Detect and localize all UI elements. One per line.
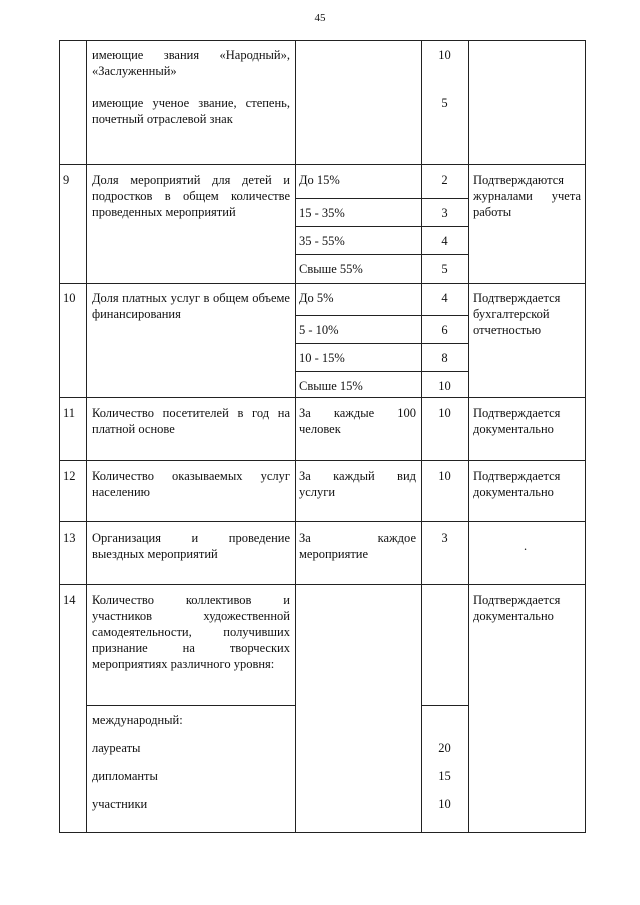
points-cell: 10 [438, 406, 451, 420]
points-cell: 6 [441, 323, 448, 337]
indicator-name: Организация и проведение выездных мероприятий [92, 531, 290, 561]
indicator-name: Количество коллективов и участников художественной самодеятельности, получивших признание на творческих мероприятиях различного уровня: [92, 593, 290, 671]
criterion-range: 5 - 10% [299, 323, 339, 337]
points-cell: 10 [438, 469, 451, 483]
grid-line [59, 40, 586, 41]
grid-line [295, 40, 296, 833]
grid-line [295, 226, 469, 227]
grid-line [59, 397, 586, 398]
grid-line [421, 40, 422, 833]
item-text: имеющие звания «Народный», «Заслуженный» [92, 48, 290, 78]
indicator-name: Количество оказываемых услуг населению [92, 469, 290, 499]
criterion-text: услуги [299, 485, 336, 499]
grid-line [295, 198, 469, 199]
points-cell: 4 [441, 291, 448, 305]
page-number: 45 [314, 12, 326, 24]
grid-line [86, 40, 87, 833]
criterion-range: 10 - 15% [299, 351, 345, 365]
row-number: 13 [63, 531, 76, 545]
grid-line [585, 40, 586, 833]
grid-line [59, 40, 60, 833]
row-number: 10 [63, 291, 76, 305]
item-label: лауреаты [92, 741, 141, 755]
confirmation-note: . [524, 539, 528, 553]
indicator-name: Доля мероприятий для детей и подростков в общем количестве проведенных мероприятий [92, 173, 290, 219]
grid-line [468, 40, 469, 833]
item-label: участники [92, 797, 148, 811]
points-cell: 10 [438, 48, 451, 62]
item-label: дипломанты [92, 769, 158, 783]
criterion-range: До 5% [299, 291, 334, 305]
item-text: имеющие ученое звание, степень, почетный отраслевой знак [92, 96, 290, 126]
level-label: международный: [92, 713, 183, 727]
grid-line [59, 584, 586, 585]
grid-line [86, 705, 296, 706]
criterion-range: Свыше 55% [299, 262, 363, 276]
criterion-text: За каждый вид [299, 469, 416, 483]
indicator-name: Доля платных услуг в общем объеме финансирования [92, 291, 290, 321]
grid-line [59, 521, 586, 522]
grid-line [59, 283, 586, 284]
grid-line [295, 371, 469, 372]
criterion-text: За каждое [299, 531, 416, 545]
grid-line [295, 343, 469, 344]
points-cell: 8 [441, 351, 448, 365]
confirmation-note: Подтверждаются журналами учета работы [473, 173, 581, 219]
confirmation-note: Подтверждается документально [473, 469, 561, 499]
criterion-range: 35 - 55% [299, 234, 345, 248]
points-cell: 3 [441, 206, 448, 220]
criterion-range: Свыше 15% [299, 379, 363, 393]
criterion-range: До 15% [299, 173, 340, 187]
indicator-name: Количество посетителей в год на платной основе [92, 406, 290, 436]
grid-line [295, 254, 469, 255]
points-cell: 3 [441, 531, 448, 545]
grid-line [59, 460, 586, 461]
row-number: 9 [63, 173, 70, 187]
criterion-text: человек [299, 422, 341, 436]
points-cell: 10 [438, 797, 451, 811]
points-cell: 15 [438, 769, 451, 783]
confirmation-note: Подтверждается бухгалтерской отчетностью [473, 291, 561, 337]
criterion-text: За каждые 100 [299, 406, 416, 420]
points-cell: 4 [441, 234, 448, 248]
grid-line [295, 315, 469, 316]
row-number: 12 [63, 469, 76, 483]
row-number: 11 [63, 406, 76, 420]
points-cell: 5 [441, 262, 448, 276]
points-cell: 20 [438, 741, 451, 755]
grid-line [59, 164, 586, 165]
row-number: 14 [63, 593, 76, 607]
points-cell: 2 [441, 173, 448, 187]
points-cell: 5 [441, 96, 448, 110]
criterion-range: 15 - 35% [299, 206, 345, 220]
grid-line [421, 705, 469, 706]
grid-line [59, 832, 586, 833]
confirmation-note: Подтверждается документально [473, 406, 561, 436]
confirmation-note: Подтверждается документально [473, 593, 561, 623]
criterion-text: мероприятие [299, 547, 369, 561]
points-cell: 10 [438, 379, 451, 393]
